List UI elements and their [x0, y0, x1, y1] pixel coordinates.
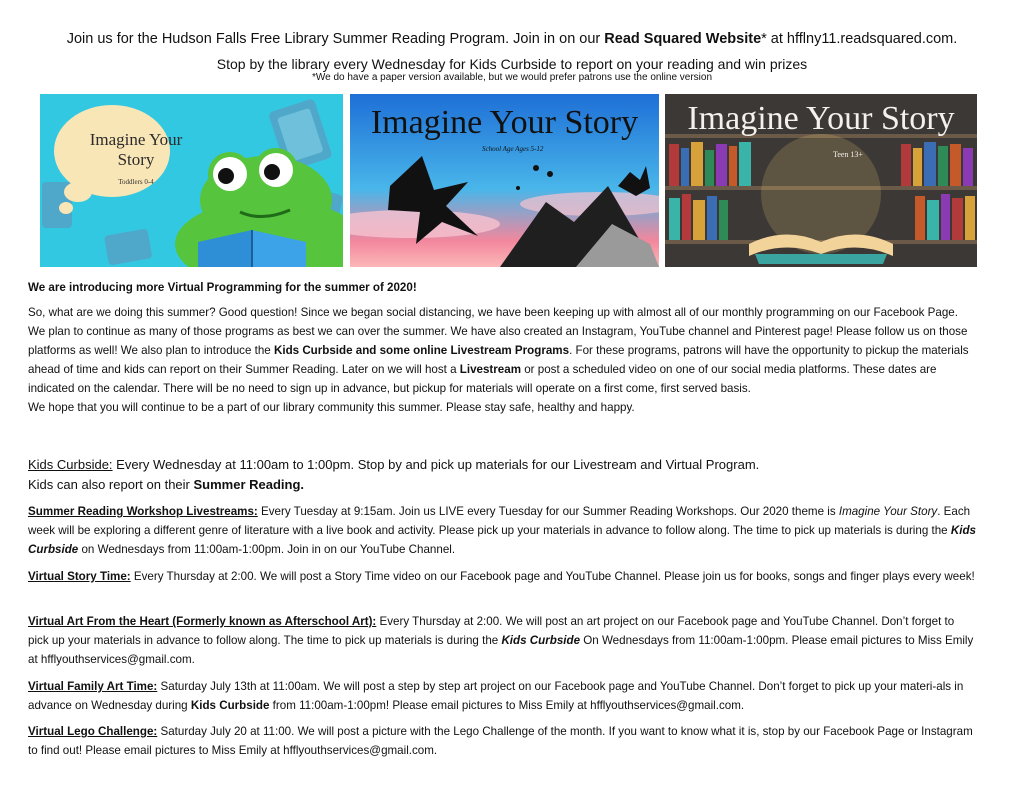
program-workshop: Summer Reading Workshop Livestreams: Every Tuesday at 9:15am. Join us LIVE every Tuesday for our Summer Reading Workshops. Our 2020 theme is Imagine Your Story. Each week will be exploring a different genre of literature with a live book and activity. Please pick up your materials in advance to follow along. The time to pick up materials is during the Kids Curbside on Wednesdays from 11:00am-1:00pm. Join in on our YouTube Channel.: [28, 505, 976, 556]
banner-school-age-subtitle: School Age Ages 5-12: [482, 145, 544, 153]
program-art-heart-label: Virtual Art From the Heart (Formerly known as Afterschool Art):: [28, 615, 377, 628]
banner-teen-subtitle: Teen 13+: [833, 150, 863, 159]
program-family-art: Virtual Family Art Time: Saturday July 13th at 11:00am. We will post a step by step art project on our Facebook page and YouTube Channel. Don’t forget to pick up your materi-als in advance on Wednesday during Kids Curbside from 11:00am-1:00pm! Please email pictures to Miss Emily at hfflyouthservices@gmail.com.: [28, 680, 964, 712]
program-family-art-label: Virtual Family Art Time:: [28, 680, 158, 693]
banner-teen-title: Imagine Your Story: [687, 100, 955, 137]
banner-toddlers-title: Imagine Your Story: [89, 130, 183, 169]
kids-curbside-label: Kids Curbside:: [28, 457, 113, 472]
intro-closing: We hope that you will continue to be a part of our library community this summer. Please stay safe, healthy and happy.: [28, 401, 635, 414]
header-footnote: *We do have a paper version available, but we would prefer patrons use the online version: [311, 72, 713, 83]
header-line-1: Join us for the Hudson Falls Free Library Summer Reading Program. Join in on our Read Squared Website* at hfflny11.readsquared.com.: [66, 31, 958, 47]
read-squared-link[interactable]: Read Squared Website: [604, 31, 762, 47]
kids-curbside-section: Kids Curbside: Every Wednesday at 11:00am to 1:00pm. Stop by and pick up materials for our Livestream and Virtual Program. Kids can also report on their Summer Reading.: [28, 457, 760, 492]
banner-toddlers: [40, 94, 343, 267]
banner-toddlers-subtitle: Toddlers 0-4: [118, 178, 154, 186]
program-art-heart: Virtual Art From the Heart (Formerly known as Afterschool Art): Every Thursday at 2:00. We will post an art project on our Facebook page and YouTube Channel. Don’t forget to pick up your materials in advance to follow along. The time to pick up materials is during the Kids Curbside On Wednesdays from 11:00am-1:00pm. Please email pictures to Miss Emily at hfflyouthservices@gmail.com.: [28, 615, 974, 666]
program-story-time-label: Virtual Story Time:: [28, 570, 131, 583]
program-lego: Virtual Lego Challenge: Saturday July 20 at 11:00. We will post a picture with the Lego Challenge of the month. If you want to know what it is, stop by our Facebook Page or Instagram to find out! Please email pictures to Miss Emily at hfflyouthservices@gmail.com.: [28, 725, 973, 757]
program-workshop-label: Summer Reading Workshop Livestreams:: [28, 505, 258, 518]
intro-paragraph: So, what are we doing this summer? Good question! Since we began social distancing, we have been keeping up with almost all of our monthly programming on our Facebook Page. We plan to continue as many of those programs as best we can over the summer. We have also created an Instagram, YouTube channel and Pinterest page! Please follow us on those platforms as well! We also plan to introduce the Kids Curbside and some online Livestream Programs. For these programs, patrons will have the opportunity to pickup the materials ahead of time and kids can report on their Summer Reading. Later on we will host a Livestream or post a scheduled video on one of our social media platforms. These dates are indicated on the calendar. There will be no need to sign up in advance, but pickup for materials will operate on a first come, first served basis. We hope that you will continue to be a part of our library community this summer. Please stay safe, healthy and happy.: [28, 306, 969, 414]
banner-teen: [665, 94, 977, 267]
program-story-time: Virtual Story Time: Every Thursday at 2:00. We will post a Story Time video on our Facebook page and YouTube Channel. Please join us for books, songs and finger plays every week!: [28, 570, 975, 583]
program-lego-label: Virtual Lego Challenge:: [28, 725, 158, 738]
intro-heading: We are introducing more Virtual Programming for the summer of 2020!: [28, 281, 417, 294]
banner-school-age: [350, 94, 659, 267]
header-line-2: Stop by the library every Wednesday for Kids Curbside to report on your reading and win prizes: [216, 56, 808, 72]
banner-school-age-title: Imagine Your Story: [370, 104, 639, 141]
